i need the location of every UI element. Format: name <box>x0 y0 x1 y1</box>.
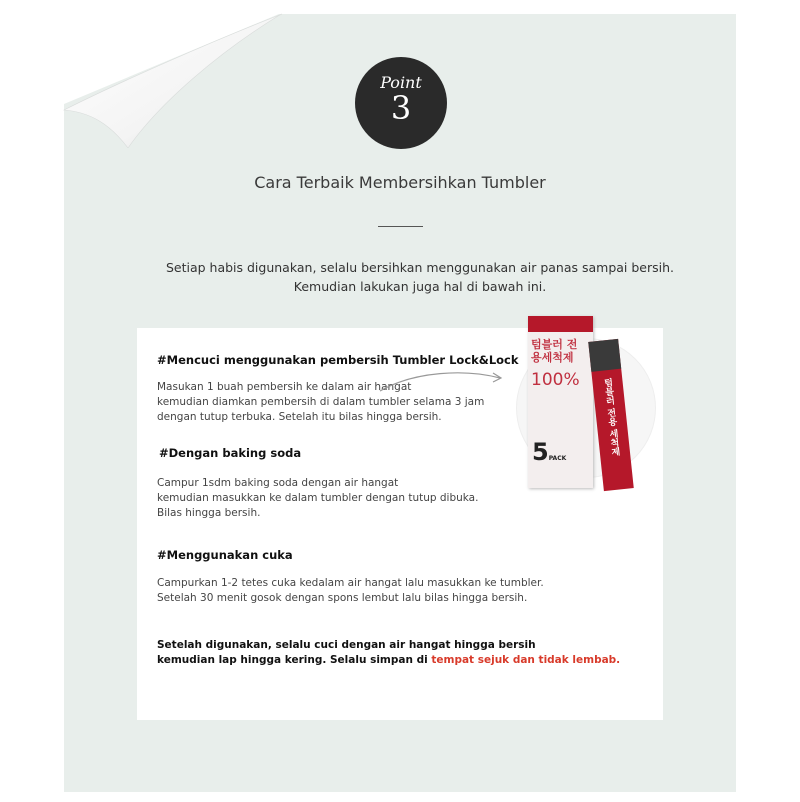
text-line: Setelah digunakan, selalu cuci dengan air hangat hingga bersih <box>157 639 536 651</box>
text-line: Masukan 1 buah pembersih ke dalam air hangat <box>157 381 412 393</box>
product-pack: 5 <box>532 438 549 466</box>
intro-text <box>0 258 800 296</box>
product-box-text: 텀블러 전용세척제 <box>531 338 578 364</box>
text-line: Campurkan 1-2 tetes cuka kedalam air hangat lalu masukkan ke tumbler. <box>157 577 544 589</box>
intro-line: Kemudian lakukan juga hal di bawah ini. <box>293 279 547 294</box>
section-heading: #Dengan baking soda <box>159 446 302 460</box>
section-text <box>157 576 544 606</box>
point-number: 3 <box>390 89 412 127</box>
highlight-text: tempat sejuk dan tidak lembab. <box>431 654 621 666</box>
product-image <box>510 308 660 493</box>
text-line: Campur 1sdm baking soda dengan air hangat <box>157 477 399 489</box>
text-line: Bilas hingga bersih. <box>157 507 261 519</box>
arrow-icon <box>375 366 505 396</box>
product-stick-text: 텀블러 전용 세척제 <box>601 377 620 457</box>
text-line: dengan tutup terbuka. Setelah itu bilas hingga bersih. <box>157 411 442 423</box>
section-text <box>157 476 478 521</box>
text-line: kemudian diamkan pembersih di dalam tumbler selama 3 jam <box>157 396 485 408</box>
product-percent: 100% <box>531 370 580 390</box>
text-line: kemudian lap hingga kering. Selalu simpan di <box>157 654 432 666</box>
text-line: Setelah 30 menit gosok dengan spons lembut lalu bilas hingga bersih. <box>157 592 528 604</box>
section-heading: #Menggunakan cuka <box>157 548 293 562</box>
intro-line: Setiap habis digunakan, selalu bersihkan menggunakan air panas sampai bersih. <box>165 260 675 275</box>
divider <box>378 226 423 227</box>
point-badge <box>355 57 447 149</box>
section-heading: #Mencuci menggunakan pembersih Tumbler Lock&Lock <box>157 353 519 367</box>
point-label: Point <box>380 73 422 92</box>
closing-text <box>157 638 620 668</box>
page-curl-icon <box>60 12 290 148</box>
product-pack-label: PACK <box>548 455 567 462</box>
text-line: kemudian masukkan ke dalam tumbler dengan tutup dibuka. <box>157 492 479 504</box>
page-title: Cara Terbaik Membersihkan Tumbler <box>254 173 546 192</box>
